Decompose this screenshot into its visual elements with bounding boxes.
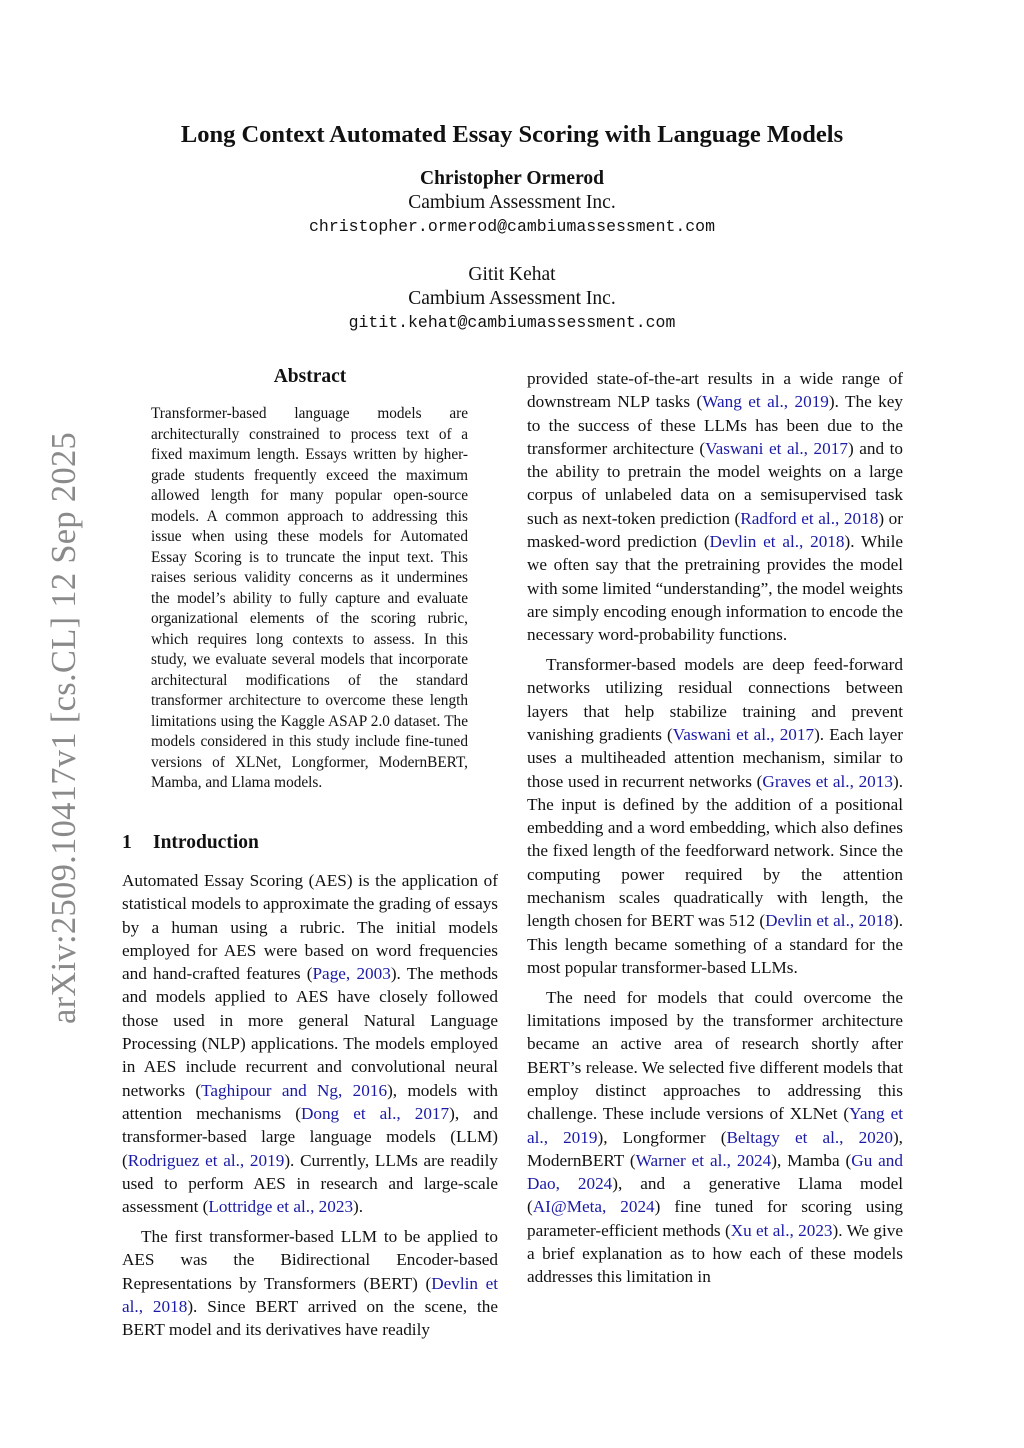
text-run: The first transformer-based LLM to be applied to AES was the Bidirectional Encoder-based Representations by Transformers (BERT) ( xyxy=(122,1226,498,1293)
text-run: ), ModernBERT ( xyxy=(527,1127,903,1170)
text-run: ), and a generative Llama model ( xyxy=(527,1174,903,1217)
text-run: ). While we often say that the pretraining provides the model with some limited “understanding”, the model weights are simply encoding enough information to encode the necessary word-probability functions. xyxy=(527,532,903,645)
author-name: Christopher Ormerod xyxy=(420,168,604,189)
citation-link[interactable]: Yang et al., 2019 xyxy=(527,1104,903,1147)
author-affiliation: Cambium Assessment Inc. xyxy=(408,288,616,309)
paragraph-3 xyxy=(527,367,903,647)
text-run: ). Currently, LLMs are readily used to perform AES in research and large-scale assessment ( xyxy=(122,1150,498,1217)
text-run: ), Mamba ( xyxy=(771,1150,852,1170)
text-run: ). This length became something of a standard for the most popular transformer-based LLMs. xyxy=(527,911,903,977)
citation-link[interactable]: Lottridge et al., 2023 xyxy=(208,1197,354,1217)
text-run: ). The key to the success of these LLMs has been due to the transformer architecture ( xyxy=(527,392,903,458)
citation-link[interactable]: Devlin et al., 2018 xyxy=(765,911,893,931)
left-column-body xyxy=(122,869,498,1348)
paragraph-1 xyxy=(122,869,498,1218)
paragraph-2 xyxy=(122,1225,498,1341)
text-run: Transformer-based models are deep feed-forward networks utilizing residual connections between layers that help stabilize training and prevent vanishing gradients ( xyxy=(527,655,903,744)
citation-link[interactable]: Taghipour and Ng, 2016 xyxy=(201,1080,388,1100)
section-number: 1 xyxy=(122,832,132,853)
text-run: ). xyxy=(353,1197,364,1217)
text-run: ). We give a brief explanation as to how each of these models addresses this limitation in xyxy=(527,1220,903,1287)
text-run: The need for models that could overcome the limitations imposed by the transformer architecture became an active area of research shortly after BERT’s release. We selected five different models that employ distinct approaches to addressing this challenge. These include versions of XLNet ( xyxy=(527,987,903,1124)
text-run: provided state-of-the-art results in a wide range of downstream NLP tasks ( xyxy=(527,369,903,412)
citation-link[interactable]: Warner et al., 2024 xyxy=(635,1150,772,1170)
paragraph-5 xyxy=(527,986,903,1289)
author-block-1 xyxy=(0,167,1024,239)
section-title: Introduction xyxy=(153,832,259,853)
citation-link[interactable]: Vaswani et al., 2017 xyxy=(672,724,815,744)
arxiv-identifier-stamp: arXiv:2509.10417v1 [cs.CL] 12 Sep 2025 xyxy=(45,431,83,1024)
text-run: ) or masked-word prediction ( xyxy=(527,508,903,552)
right-column-body xyxy=(527,367,903,1295)
paper-title: Long Context Automated Essay Scoring with Language Models xyxy=(180,121,844,148)
text-run: ), and transformer-based large language models (LLM) ( xyxy=(122,1103,499,1170)
text-run: ), models with attention mechanisms ( xyxy=(122,1080,499,1123)
author-affiliation: Cambium Assessment Inc. xyxy=(408,192,616,213)
author-email[interactable]: gitit.kehat@cambiumassessment.com xyxy=(348,313,676,332)
text-run: ). The methods and models applied to AES have closely followed those used in more general Natural Language Processing (NLP) applications. The models employed in AES include recurrent and convolutional neural networks ( xyxy=(122,964,498,1100)
text-run: ), Longformer ( xyxy=(597,1127,727,1147)
citation-link[interactable]: Wang et al., 2019 xyxy=(702,392,829,412)
citation-link[interactable]: Page, 2003 xyxy=(312,964,391,984)
citation-link[interactable]: Devlin et al., 2018 xyxy=(122,1273,498,1316)
text-run: ) and to the ability to pretrain the model weights on a large corpus of unlabeled data on a semisupervised task such as next-token prediction ( xyxy=(527,438,904,528)
citation-link[interactable]: AI@Meta, 2024 xyxy=(532,1197,655,1217)
text-run: ). The input is defined by the addition of a positional embedding and a word embedding, which also defines the fixed length of the feedforward network. Since the computing power required by the attention mechanism scales quadratically with length, the length chosen for BERT was 512 ( xyxy=(527,771,903,931)
abstract-heading: Abstract xyxy=(273,366,347,387)
citation-link[interactable]: Graves et al., 2013 xyxy=(762,771,893,791)
citation-link[interactable]: Radford et al., 2018 xyxy=(740,508,879,528)
citation-link[interactable]: Xu et al., 2023 xyxy=(730,1220,833,1240)
text-run: ). Each layer uses a multiheaded attention mechanism, similar to those used in recurrent networks ( xyxy=(527,724,903,791)
abstract-text: Transformer-based language models are architecturally constrained to process text of a fixed maximum length. Essays written by higher-grade students frequently exceed the maximum allowed length for many popular open-source models. A common approach to addressing this issue when using these models for Automated Essay Scoring is to truncate the input text. This raises serious validity concerns as it undermines the model’s ability to fully capture and evaluate organizational elements of the scoring rubric, which requires long contexts to assess. In this study, we evaluate several models that incorporate architectural modifications of the standard transformer architecture to overcome these length limitations using the Kaggle ASAP 2.0 dataset. The models considered in this study include fine-tuned versions of XLNet, Longformer, ModernBERT, Mamba, and Llama models. xyxy=(151,405,468,791)
citation-link[interactable]: Vaswani et al., 2017 xyxy=(705,438,848,458)
section-heading-introduction xyxy=(122,832,259,854)
citation-link[interactable]: Devlin et al., 2018 xyxy=(709,532,845,552)
citation-link[interactable]: Dong et al., 2017 xyxy=(300,1103,450,1123)
citation-link[interactable]: Beltagy et al., 2020 xyxy=(726,1127,893,1147)
author-block-2 xyxy=(0,263,1024,335)
author-name: Gitit Kehat xyxy=(468,264,556,285)
text-run: ) fine tuned for scoring using parameter-efficient methods ( xyxy=(527,1197,904,1240)
citation-link[interactable]: Rodriguez et al., 2019 xyxy=(127,1150,285,1170)
author-email[interactable]: christopher.ormerod@cambiumassessment.com xyxy=(309,217,715,236)
text-run: ). Since BERT arrived on the scene, the BERT model and its derivatives have readily xyxy=(122,1296,498,1340)
citation-link[interactable]: Gu and Dao, 2024 xyxy=(527,1150,903,1194)
paragraph-4 xyxy=(527,653,903,979)
text-run: Automated Essay Scoring (AES) is the application of statistical models to approximate the grading of essays by a human using a rubric. The initial models employed for AES were based on word frequencies and hand-crafted features ( xyxy=(122,871,498,984)
